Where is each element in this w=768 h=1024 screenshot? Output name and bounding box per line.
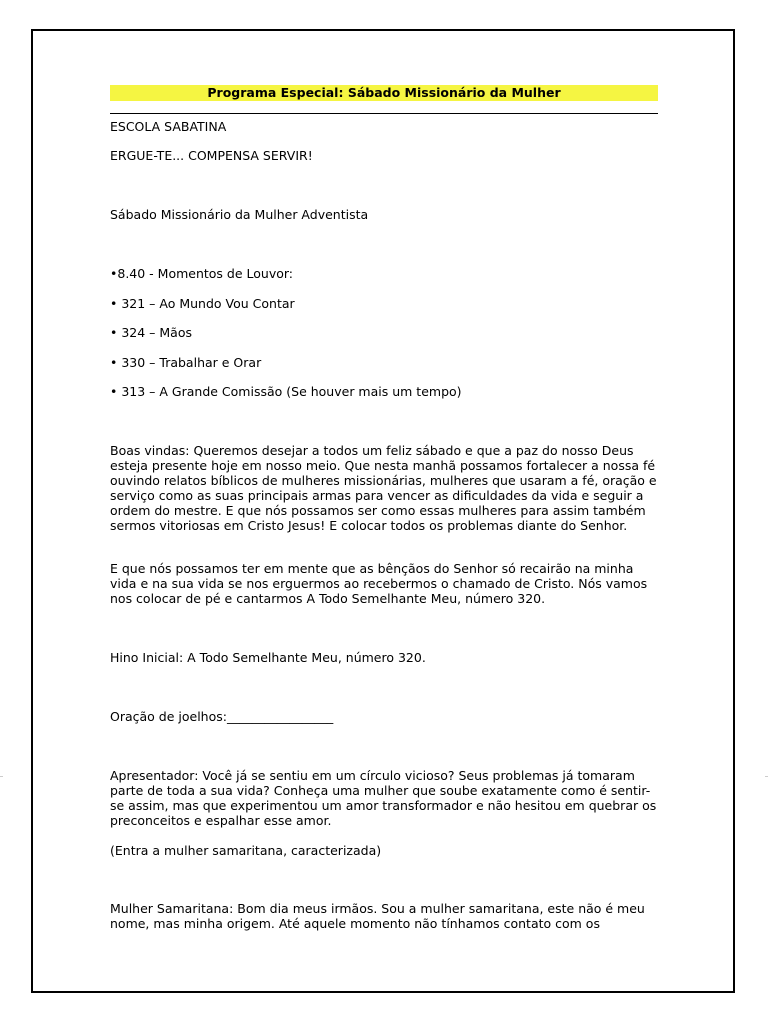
edge-mark — [0, 776, 3, 777]
hymn-item: • 313 – A Grande Comissão (Se houver mais um tempo) — [110, 384, 462, 399]
document-title: Programa Especial: Sábado Missionário da Mulher — [110, 85, 658, 101]
kneeling-prayer: Oração de joelhos:_________________ — [110, 709, 334, 724]
blessing-paragraph: E que nós possamos ter em mente que as bênçãos do Senhor só recairão na minha vida e na sua vida se nos erguermos ao recebermos o chamado de Cristo. Nós vamos nos colocar de pé e cantarmos A Todo Semelhante Meu, número 320. — [110, 561, 648, 606]
praise-heading: •8.40 - Momentos de Louvor: — [110, 266, 294, 281]
presenter-paragraph: Apresentador: Você já se sentiu em um círculo vicioso? Seus problemas já tomaram parte de toda a sua vida? Conheça uma mulher que soube exatamente como é sentir-se assim, mas que experimentou um amor transformador e não hesitou em quebrar os preconceitos e espalhar esse amor. — [110, 768, 657, 828]
hymn-item: • 324 – Mãos — [110, 325, 193, 340]
stage-direction: (Entra a mulher samaritana, caracterizada) — [110, 843, 382, 858]
samaritan-paragraph: Mulher Samaritana: Bom dia meus irmãos. Sou a mulher samaritana, este não é meu nome, mas minha origem. Até aquele momento não tínhamos contato com os — [110, 901, 645, 931]
subtitle: Sábado Missionário da Mulher Adventista — [110, 207, 369, 222]
opening-hymn: Hino Inicial: A Todo Semelhante Meu, número 320. — [110, 650, 426, 665]
document-content — [110, 85, 658, 931]
title-rule — [110, 113, 658, 114]
school-heading: ESCOLA SABATINA — [110, 119, 227, 134]
welcome-paragraph: Boas vindas: Queremos desejar a todos um feliz sábado e que a paz do nosso Deus esteja presente hoje em nosso meio. Que nesta manhã possamos fortalecer a nossa fé ouvindo relatos bíblicos de mulheres missionárias, mulheres que usaram a fé, oração e serviço como as suas principais armas para vencer as dificuldades da vida e seguir a ordem do mestre. E que nós possamos ser como essas mulheres para assim também sermos vitoriosas em Cristo Jesus! E colocar todos os problemas diante do Senhor. — [110, 443, 657, 533]
hymn-item: • 321 – Ao Mundo Vou Contar — [110, 296, 295, 311]
theme-heading: ERGUE-TE... COMPENSA SERVIR! — [110, 148, 313, 163]
hymn-item: • 330 – Trabalhar e Orar — [110, 355, 262, 370]
